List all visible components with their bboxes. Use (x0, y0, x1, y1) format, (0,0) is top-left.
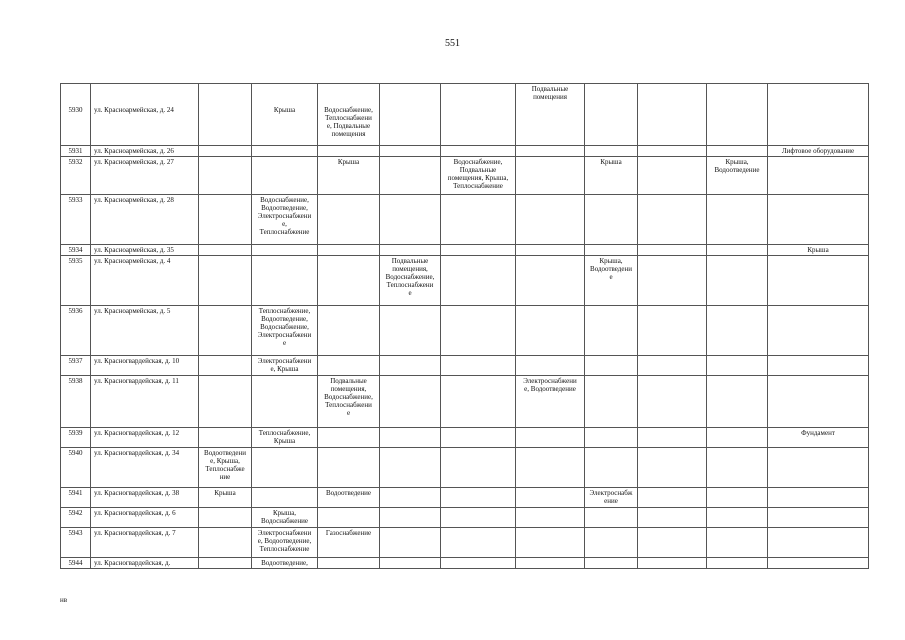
work-cell: Водоснабжение, Водоотведение, Электроснабжени е, Теплоснабжение (252, 195, 318, 245)
work-cell (318, 195, 380, 245)
work-cell (768, 84, 869, 146)
work-cell (199, 84, 252, 146)
work-cell: Водоотведение, (252, 558, 318, 569)
work-cell (441, 528, 516, 558)
work-cell (441, 376, 516, 428)
address-cell: ул. Красногвардейская, д. 11 (91, 376, 199, 428)
work-cell (768, 195, 869, 245)
address-cell: ул. Красноармейская, д. 5 (91, 306, 199, 356)
work-cell (441, 428, 516, 448)
work-cell (252, 448, 318, 488)
work-cell (768, 376, 869, 428)
work-cell: Электроснабж ение (585, 488, 638, 508)
work-cell (441, 195, 516, 245)
work-cell (199, 428, 252, 448)
table-row (61, 306, 869, 356)
work-cell (585, 428, 638, 448)
work-cell (516, 146, 585, 157)
table-body (61, 84, 869, 569)
table-row (61, 195, 869, 245)
work-cell (768, 306, 869, 356)
row-number: 5939 (61, 428, 91, 448)
work-cell: Крыша (252, 84, 318, 146)
work-cell (638, 376, 707, 428)
work-cell (585, 448, 638, 488)
address-cell: ул. Красноармейская, д. 28 (91, 195, 199, 245)
row-number: 5938 (61, 376, 91, 428)
repair-schedule-table (60, 83, 869, 569)
work-cell (638, 245, 707, 256)
work-cell (638, 146, 707, 157)
row-number: 5942 (61, 508, 91, 528)
work-cell (638, 448, 707, 488)
work-cell (585, 356, 638, 376)
work-cell (441, 356, 516, 376)
footer-mark: нв (60, 596, 68, 604)
row-number: 5932 (61, 157, 91, 195)
work-cell (707, 448, 768, 488)
row-number: 5936 (61, 306, 91, 356)
work-cell (441, 558, 516, 569)
work-cell: Газоснабжение (318, 528, 380, 558)
work-cell (638, 508, 707, 528)
work-cell: Водоотведени е, Крыша, Теплоснабже ние (199, 448, 252, 488)
work-cell (252, 256, 318, 306)
work-cell (707, 195, 768, 245)
work-cell (252, 146, 318, 157)
work-cell (585, 245, 638, 256)
work-cell: Фундамент (768, 428, 869, 448)
work-cell (707, 356, 768, 376)
work-cell (638, 84, 707, 146)
work-cell (380, 306, 441, 356)
address-cell: ул. Красноармейская, д. 35 (91, 245, 199, 256)
work-cell (638, 356, 707, 376)
work-cell: Водоснабжение, Теплоснабжени е, Подвальные помещения (318, 84, 380, 146)
work-cell: Крыша, Водоснабжение (252, 508, 318, 528)
work-cell (707, 528, 768, 558)
work-cell (318, 508, 380, 528)
row-number: 5935 (61, 256, 91, 306)
work-cell: Подвальные помещения, Водоснабжение, Теплоснабжени е (318, 376, 380, 428)
address-cell: ул. Красногвардейская, д. 34 (91, 448, 199, 488)
work-cell (585, 306, 638, 356)
work-cell (441, 488, 516, 508)
work-cell (441, 508, 516, 528)
work-cell (380, 356, 441, 376)
work-cell (707, 245, 768, 256)
work-cell (638, 256, 707, 306)
work-cell (585, 84, 638, 146)
table-row (61, 84, 869, 146)
address-cell: ул. Красногвардейская, д. 6 (91, 508, 199, 528)
work-cell: Крыша, Водоотведение (707, 157, 768, 195)
row-number: 5930 (61, 84, 91, 146)
work-cell (380, 528, 441, 558)
work-cell (638, 428, 707, 448)
row-number: 5934 (61, 245, 91, 256)
row-number: 5941 (61, 488, 91, 508)
work-cell (707, 488, 768, 508)
row-number: 5940 (61, 448, 91, 488)
work-cell (768, 448, 869, 488)
work-cell (516, 306, 585, 356)
row-number: 5943 (61, 528, 91, 558)
work-cell (441, 84, 516, 146)
work-cell (380, 84, 441, 146)
work-cell (318, 245, 380, 256)
work-cell (768, 488, 869, 508)
work-cell (199, 356, 252, 376)
work-cell: Крыша (768, 245, 869, 256)
work-cell (638, 195, 707, 245)
work-cell (585, 508, 638, 528)
work-cell (380, 146, 441, 157)
work-cell: Крыша (585, 157, 638, 195)
work-cell (516, 256, 585, 306)
work-cell (707, 376, 768, 428)
address-cell: ул. Красноармейская, д. 27 (91, 157, 199, 195)
work-cell (768, 528, 869, 558)
table-row (61, 488, 869, 508)
table-row (61, 508, 869, 528)
work-cell (768, 508, 869, 528)
table-row (61, 146, 869, 157)
work-cell (318, 356, 380, 376)
work-cell (768, 558, 869, 569)
table-row (61, 376, 869, 428)
work-cell (585, 195, 638, 245)
work-cell (441, 448, 516, 488)
work-cell (768, 356, 869, 376)
address-cell: ул. Красногвардейская, д. 10 (91, 356, 199, 376)
address-cell: ул. Красногвардейская, д. 7 (91, 528, 199, 558)
table-row (61, 428, 869, 448)
work-cell (199, 157, 252, 195)
work-cell: Водоснабжение, Подвальные помещения, Крыша, Теплоснабжение (441, 157, 516, 195)
work-cell (516, 488, 585, 508)
work-cell (707, 558, 768, 569)
address-cell: ул. Красногвардейская, д. (91, 558, 199, 569)
work-cell (638, 157, 707, 195)
table-row (61, 356, 869, 376)
work-cell (707, 256, 768, 306)
work-cell (441, 245, 516, 256)
work-cell (516, 157, 585, 195)
work-cell: Крыша, Водоотведени е (585, 256, 638, 306)
address-cell: ул. Красногвардейская, д. 12 (91, 428, 199, 448)
work-cell: Подвальные помещения, Водоснабжение, Теплоснабжени е (380, 256, 441, 306)
table-row (61, 157, 869, 195)
work-cell (516, 195, 585, 245)
work-cell: Крыша (318, 157, 380, 195)
work-cell (380, 376, 441, 428)
work-cell (585, 376, 638, 428)
work-cell (318, 146, 380, 157)
work-cell: Электроснабжени е, Крыша (252, 356, 318, 376)
work-cell: Лифтовое оборудование (768, 146, 869, 157)
work-cell (318, 558, 380, 569)
work-cell (516, 508, 585, 528)
work-cell (638, 528, 707, 558)
work-cell (441, 146, 516, 157)
work-cell (380, 245, 441, 256)
work-cell: Теплоснабжение, Крыша (252, 428, 318, 448)
work-cell (199, 558, 252, 569)
work-cell (516, 528, 585, 558)
work-cell (516, 448, 585, 488)
work-cell (318, 306, 380, 356)
work-cell (768, 256, 869, 306)
work-cell (516, 245, 585, 256)
work-cell (707, 508, 768, 528)
work-cell: Электроснабжени е, Водоотведение, Теплоснабжение (252, 528, 318, 558)
work-cell (380, 157, 441, 195)
work-cell (199, 146, 252, 157)
work-cell (638, 306, 707, 356)
work-cell (199, 528, 252, 558)
work-cell (199, 256, 252, 306)
work-cell (707, 306, 768, 356)
row-number: 5944 (61, 558, 91, 569)
work-cell (516, 356, 585, 376)
work-cell (441, 306, 516, 356)
work-cell (252, 488, 318, 508)
address-cell: ул. Красноармейская, д. 26 (91, 146, 199, 157)
work-cell: Теплоснабжение, Водоотведение, Водоснабжение, Электроснабжени е (252, 306, 318, 356)
work-cell (380, 428, 441, 448)
table-row (61, 528, 869, 558)
work-cell (638, 558, 707, 569)
table-row (61, 448, 869, 488)
work-cell (380, 448, 441, 488)
work-cell (199, 376, 252, 428)
work-cell (585, 146, 638, 157)
work-cell (199, 306, 252, 356)
work-cell: Водоотведение (318, 488, 380, 508)
table-row (61, 256, 869, 306)
work-cell (441, 256, 516, 306)
work-cell (380, 195, 441, 245)
work-cell (199, 245, 252, 256)
table-row (61, 245, 869, 256)
work-cell (585, 528, 638, 558)
work-cell (199, 508, 252, 528)
table-row (61, 558, 869, 569)
page-number: 551 (445, 38, 460, 49)
work-cell (585, 558, 638, 569)
row-number: 5933 (61, 195, 91, 245)
work-cell: Электроснабжени е, Водоотведение (516, 376, 585, 428)
work-cell (707, 428, 768, 448)
work-cell (380, 558, 441, 569)
work-cell (516, 558, 585, 569)
work-cell (252, 245, 318, 256)
work-cell (199, 195, 252, 245)
work-cell: Подвальные помещения (516, 84, 585, 146)
work-cell (318, 448, 380, 488)
work-cell (768, 157, 869, 195)
work-cell (318, 256, 380, 306)
work-cell (252, 157, 318, 195)
row-number: 5937 (61, 356, 91, 376)
work-cell (380, 508, 441, 528)
work-cell (252, 376, 318, 428)
work-cell (638, 488, 707, 508)
row-number: 5931 (61, 146, 91, 157)
work-cell (707, 146, 768, 157)
work-cell (318, 428, 380, 448)
address-cell: ул. Красноармейская, д. 4 (91, 256, 199, 306)
work-cell (380, 488, 441, 508)
work-cell: Крыша (199, 488, 252, 508)
work-cell (516, 428, 585, 448)
address-cell: ул. Красногвардейская, д. 38 (91, 488, 199, 508)
work-cell (707, 84, 768, 146)
address-cell: ул. Красноармейская, д. 24 (91, 84, 199, 146)
